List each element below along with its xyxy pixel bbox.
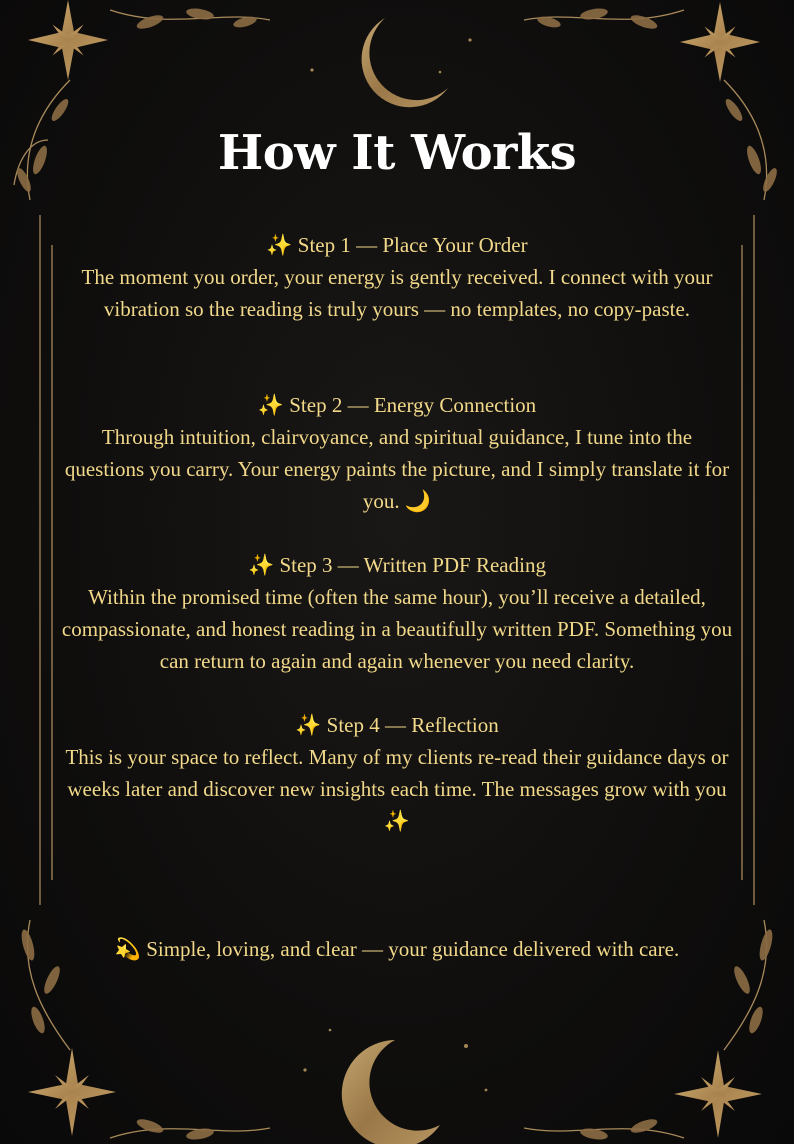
sparkles-icon: ✨ [295,713,322,737]
bottom-left-star-icon [28,1048,116,1136]
step-4 [60,709,734,837]
step-1-body: The moment you order, your energy is gently received. I connect with your vibration so the reading is truly yours — no templates, no copy-paste. [81,265,713,321]
dizzy-star-icon: 💫 [114,937,141,961]
top-right-star-icon [680,2,760,82]
sparkles-icon: ✨ [248,553,275,577]
step-3-heading-text: Step 3 — Written PDF Reading [279,553,546,577]
step-2 [60,389,734,517]
step-3 [60,549,734,677]
step-2-body: Through intuition, clairvoyance, and spiritual guidance, I tune into the questions you carry. Your energy paints the picture, and I simply translate it for you. 🌙 [64,425,730,513]
sparkles-icon: ✨ [266,233,293,257]
sparkles-icon: ✨ [257,393,284,417]
step-1-heading-text: Step 1 — Place Your Order [297,233,528,257]
step-2-heading [60,389,734,421]
page-title: How It Works [217,125,577,181]
step-4-heading-text: Step 4 — Reflection [326,713,499,737]
step-1 [60,229,734,325]
step-4-body: This is your space to reflect. Many of my clients re-read their guidance days or weeks later and discover new insights each time. The messages grow with you ✨ [65,745,729,833]
bottom-moon-icon [342,1040,440,1144]
bottom-right-star-icon [674,1050,762,1138]
step-4-heading [60,709,734,741]
step-3-body: Within the promised time (often the same hour), you’ll receive a detailed, compassionate, and honest reading in a beautifully written PDF. Something you can return to again and again whenever you need clarity. [61,585,733,673]
top-moon-icon [362,18,448,107]
closing-text: Simple, loving, and clear — your guidance delivered with care. [146,937,680,961]
step-1-heading [60,229,734,261]
closing-line [60,933,734,965]
top-left-star-icon [28,0,108,80]
step-3-heading [60,549,734,581]
step-2-heading-text: Step 2 — Energy Connection [289,393,537,417]
